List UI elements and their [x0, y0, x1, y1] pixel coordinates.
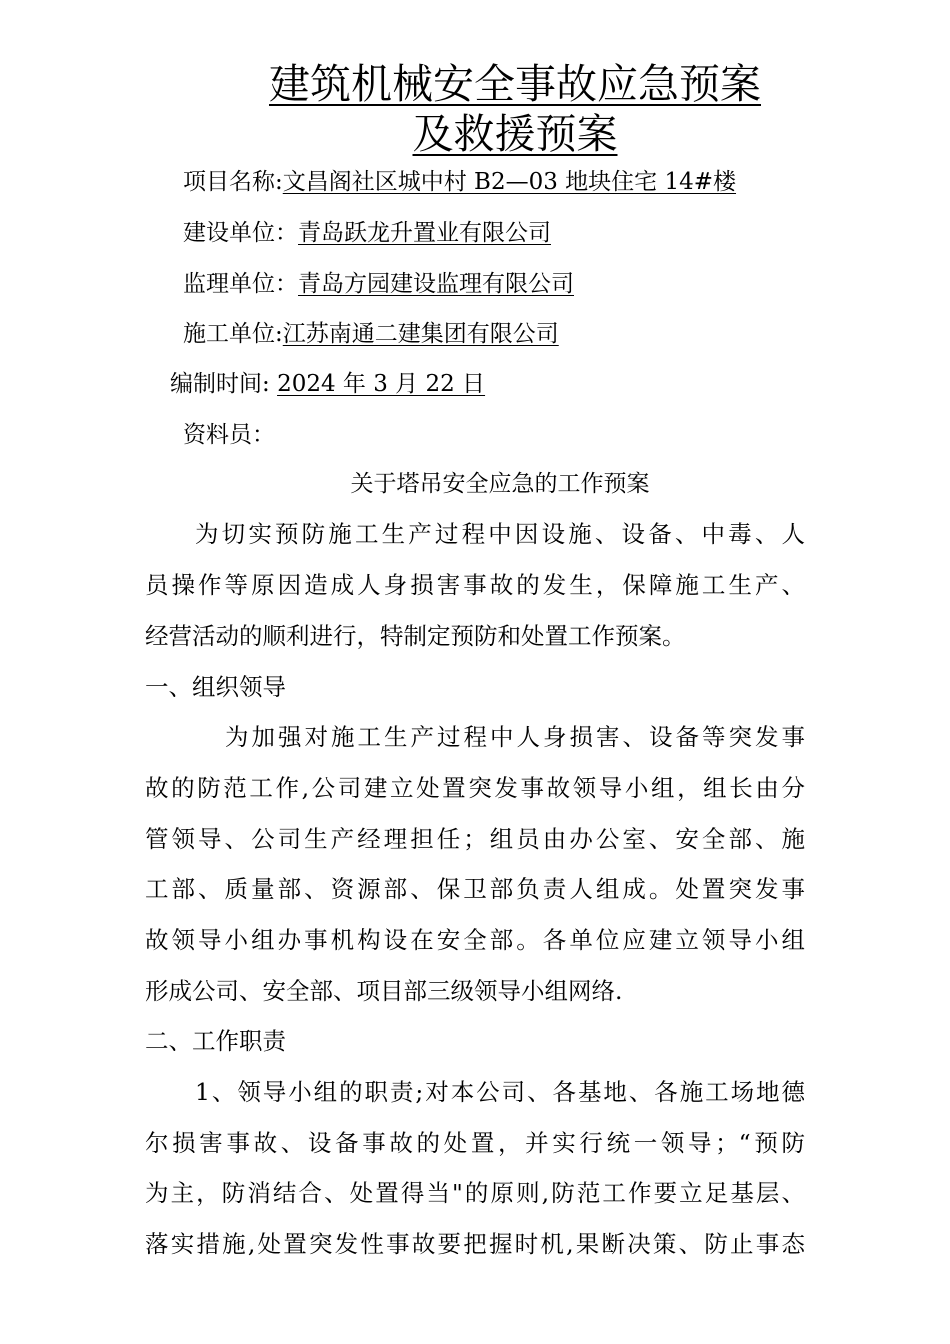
paragraph-line: 经营活动的顺利进行，特制定预防和处置工作预案。: [145, 622, 686, 650]
compile-date-label: 编制时间:: [170, 371, 278, 397]
contractor-label: 施工单位:: [183, 321, 283, 347]
clerk-row: [183, 420, 275, 450]
paragraph-line: 员操作等原因造成人身损害事故的发生，保障施工生产、: [145, 571, 805, 599]
supervisor-row: [183, 269, 574, 299]
builder-row: [183, 218, 551, 248]
document-title-line-1: 建筑机械安全事故应急预案: [269, 60, 761, 108]
supervisor-label: 监理单位：: [183, 271, 298, 297]
project-name-value: 文昌阁社区城中村 B2—03 地块住宅 14#楼: [282, 169, 737, 195]
paragraph-line: 形成公司、安全部、项目部三级领导小组网络.: [145, 977, 623, 1005]
paragraph-line: 落实措施,处置突发性事故要把握时机,果断决策、防止事态: [145, 1230, 805, 1258]
project-name-label: 项目名称:: [183, 169, 283, 195]
compile-date-value: 2024 年 3 月 22 日: [277, 371, 486, 397]
contractor-row: [183, 319, 559, 349]
paragraph-line: 故领导小组办事机构设在安全部。各单位应建立领导小组: [145, 926, 805, 954]
section-heading: 二、工作职责: [145, 1027, 286, 1055]
section-heading: 一、组织领导: [145, 673, 286, 701]
paragraph-line: 为加强对施工生产过程中人身损害、设备等突发事: [225, 723, 805, 751]
paragraph-line: 尔损害事故、设备事故的处置，并实行统一领导；“预防: [145, 1129, 805, 1157]
paragraph-line: 为主，防消结合、处置得当"的原则,防范工作要立足基层、: [145, 1179, 805, 1207]
builder-value: 青岛跃龙升置业有限公司: [298, 220, 551, 246]
compile-date-row: [170, 369, 485, 399]
project-name-row: [183, 167, 736, 197]
paragraph-line: 故的防范工作,公司建立处置突发事故领导小组，组长由分: [145, 774, 805, 802]
contractor-value: 江苏南通二建集团有限公司: [282, 321, 559, 347]
plan-subtitle: 关于塔吊安全应急的工作预案: [350, 471, 650, 497]
clerk-label: 资料员：: [183, 422, 275, 448]
paragraph-line: 1、领导小组的职责;对本公司、各基地、各施工场地德: [195, 1078, 805, 1106]
supervisor-value: 青岛方园建设监理有限公司: [298, 271, 574, 297]
paragraph-line: 为切实预防施工生产过程中因设施、设备、中毒、人: [195, 520, 805, 548]
paragraph-line: 管领导、公司生产经理担任；组员由办公室、安全部、施: [145, 825, 805, 853]
paragraph-line: 工部、质量部、资源部、保卫部负责人组成。处置突发事: [145, 875, 805, 903]
builder-label: 建设单位：: [183, 220, 298, 246]
document-title-line-2: 及救援预案: [412, 110, 618, 158]
